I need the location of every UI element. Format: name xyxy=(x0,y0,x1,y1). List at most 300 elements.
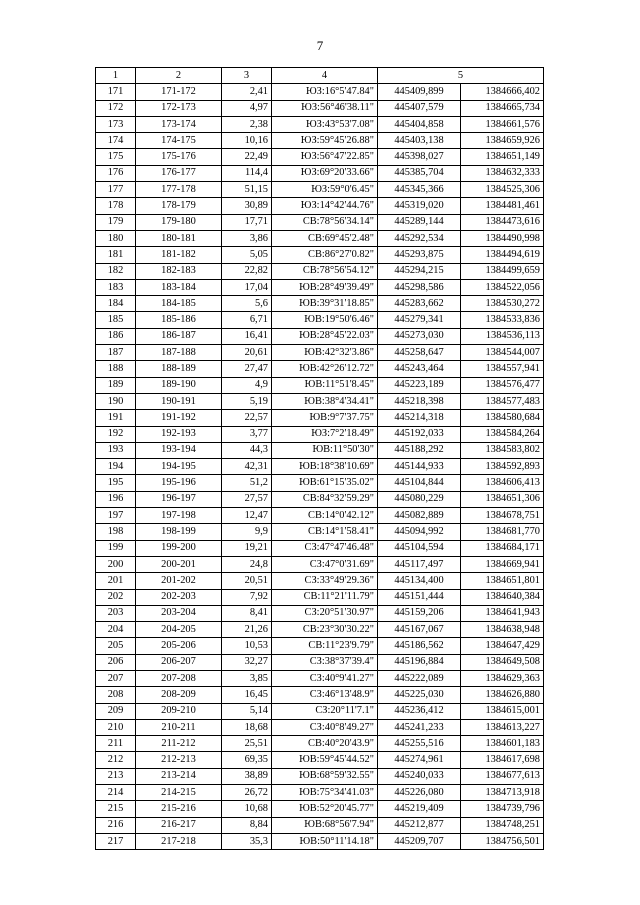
point-number-cell: 198 xyxy=(96,524,136,540)
table-row xyxy=(96,133,544,149)
point-number-cell: 211 xyxy=(96,736,136,752)
coord-y-cell: 1384739,796 xyxy=(461,801,544,817)
coord-y-cell: 1384577,483 xyxy=(461,393,544,409)
header-col-4: 4 xyxy=(272,68,378,84)
direction-cell: СВ:11°21'11.79" xyxy=(272,589,378,605)
point-number-cell: 192 xyxy=(96,426,136,442)
table-row xyxy=(96,312,544,328)
segment-cell: 184-185 xyxy=(136,296,222,312)
segment-cell: 171-172 xyxy=(136,84,222,100)
coord-x-cell: 445196,884 xyxy=(378,654,461,670)
coord-y-cell: 1384536,113 xyxy=(461,328,544,344)
coord-x-cell: 445240,033 xyxy=(378,768,461,784)
coord-x-cell: 445117,497 xyxy=(378,556,461,572)
table-row xyxy=(96,361,544,377)
point-number-cell: 171 xyxy=(96,84,136,100)
coord-x-cell: 445214,318 xyxy=(378,410,461,426)
point-number-cell: 204 xyxy=(96,622,136,638)
table-row xyxy=(96,703,544,719)
table-header-row xyxy=(96,68,544,84)
segment-cell: 202-203 xyxy=(136,589,222,605)
length-cell: 42,31 xyxy=(222,459,272,475)
point-number-cell: 209 xyxy=(96,703,136,719)
table-row xyxy=(96,116,544,132)
coord-x-cell: 445274,961 xyxy=(378,752,461,768)
direction-cell: СВ:40°20'43.9" xyxy=(272,736,378,752)
segment-cell: 187-188 xyxy=(136,345,222,361)
segment-cell: 201-202 xyxy=(136,573,222,589)
coord-x-cell: 445236,412 xyxy=(378,703,461,719)
segment-cell: 174-175 xyxy=(136,133,222,149)
length-cell: 69,35 xyxy=(222,752,272,768)
segment-cell: 207-208 xyxy=(136,670,222,686)
direction-cell: ЮЗ:69°20'33.66" xyxy=(272,165,378,181)
length-cell: 44,3 xyxy=(222,442,272,458)
coord-x-cell: 445186,562 xyxy=(378,638,461,654)
table-row xyxy=(96,556,544,572)
length-cell: 6,71 xyxy=(222,312,272,328)
coord-x-cell: 445159,206 xyxy=(378,605,461,621)
length-cell: 17,71 xyxy=(222,214,272,230)
direction-cell: СВ:84°32'59.29" xyxy=(272,491,378,507)
coord-y-cell: 1384533,836 xyxy=(461,312,544,328)
point-number-cell: 173 xyxy=(96,116,136,132)
direction-cell: СЗ:20°11'7.1" xyxy=(272,703,378,719)
coord-x-cell: 445294,215 xyxy=(378,263,461,279)
direction-cell: СВ:69°45'2.48" xyxy=(272,230,378,246)
coord-x-cell: 445398,027 xyxy=(378,149,461,165)
length-cell: 30,89 xyxy=(222,198,272,214)
header-col-3: 3 xyxy=(222,68,272,84)
segment-cell: 211-212 xyxy=(136,736,222,752)
segment-cell: 172-173 xyxy=(136,100,222,116)
coord-y-cell: 1384617,698 xyxy=(461,752,544,768)
table-row xyxy=(96,263,544,279)
point-number-cell: 212 xyxy=(96,752,136,768)
point-number-cell: 177 xyxy=(96,182,136,198)
segment-cell: 204-205 xyxy=(136,622,222,638)
segment-cell: 175-176 xyxy=(136,149,222,165)
coord-x-cell: 445273,030 xyxy=(378,328,461,344)
segment-cell: 209-210 xyxy=(136,703,222,719)
point-number-cell: 188 xyxy=(96,361,136,377)
coord-y-cell: 1384629,363 xyxy=(461,670,544,686)
coord-y-cell: 1384641,943 xyxy=(461,605,544,621)
point-number-cell: 191 xyxy=(96,410,136,426)
point-number-cell: 194 xyxy=(96,459,136,475)
coord-x-cell: 445094,992 xyxy=(378,524,461,540)
coord-y-cell: 1384615,001 xyxy=(461,703,544,719)
coord-y-cell: 1384666,402 xyxy=(461,84,544,100)
direction-cell: ЮВ:68°59'32.55" xyxy=(272,768,378,784)
segment-cell: 173-174 xyxy=(136,116,222,132)
point-number-cell: 214 xyxy=(96,785,136,801)
length-cell: 9,9 xyxy=(222,524,272,540)
coord-x-cell: 445082,889 xyxy=(378,508,461,524)
coord-y-cell: 1384473,616 xyxy=(461,214,544,230)
coord-y-cell: 1384544,007 xyxy=(461,345,544,361)
table-row xyxy=(96,279,544,295)
direction-cell: ЮВ:11°51'8.45" xyxy=(272,377,378,393)
direction-cell: ЮЗ:14°42'44.76" xyxy=(272,198,378,214)
coord-y-cell: 1384756,501 xyxy=(461,833,544,849)
coord-y-cell: 1384525,306 xyxy=(461,182,544,198)
segment-cell: 196-197 xyxy=(136,491,222,507)
coord-y-cell: 1384530,272 xyxy=(461,296,544,312)
header-col-5: 5 xyxy=(378,68,544,84)
segment-cell: 182-183 xyxy=(136,263,222,279)
length-cell: 26,72 xyxy=(222,785,272,801)
table-row xyxy=(96,442,544,458)
table-row xyxy=(96,198,544,214)
coord-y-cell: 1384601,183 xyxy=(461,736,544,752)
table-row xyxy=(96,475,544,491)
coord-x-cell: 445188,292 xyxy=(378,442,461,458)
length-cell: 8,84 xyxy=(222,817,272,833)
coord-x-cell: 445407,579 xyxy=(378,100,461,116)
direction-cell: ЮВ:28°45'22.03" xyxy=(272,328,378,344)
segment-cell: 190-191 xyxy=(136,393,222,409)
length-cell: 32,27 xyxy=(222,654,272,670)
point-number-cell: 213 xyxy=(96,768,136,784)
coord-y-cell: 1384557,941 xyxy=(461,361,544,377)
coord-y-cell: 1384576,477 xyxy=(461,377,544,393)
length-cell: 27,57 xyxy=(222,491,272,507)
coord-x-cell: 445283,662 xyxy=(378,296,461,312)
point-number-cell: 206 xyxy=(96,654,136,670)
coord-x-cell: 445104,844 xyxy=(378,475,461,491)
length-cell: 38,89 xyxy=(222,768,272,784)
coord-y-cell: 1384677,613 xyxy=(461,768,544,784)
length-cell: 21,26 xyxy=(222,622,272,638)
table-row xyxy=(96,328,544,344)
point-number-cell: 184 xyxy=(96,296,136,312)
direction-cell: ЮВ:38°4'34.41" xyxy=(272,393,378,409)
length-cell: 18,68 xyxy=(222,719,272,735)
direction-cell: СВ:11°23'9.79" xyxy=(272,638,378,654)
length-cell: 22,49 xyxy=(222,149,272,165)
length-cell: 8,41 xyxy=(222,605,272,621)
length-cell: 5,14 xyxy=(222,703,272,719)
coord-x-cell: 445225,030 xyxy=(378,687,461,703)
coord-y-cell: 1384522,056 xyxy=(461,279,544,295)
coord-y-cell: 1384583,802 xyxy=(461,442,544,458)
segment-cell: 195-196 xyxy=(136,475,222,491)
point-number-cell: 215 xyxy=(96,801,136,817)
length-cell: 19,21 xyxy=(222,540,272,556)
length-cell: 4,9 xyxy=(222,377,272,393)
table-row xyxy=(96,345,544,361)
direction-cell: СЗ:20°51'30.97" xyxy=(272,605,378,621)
coord-x-cell: 445080,229 xyxy=(378,491,461,507)
point-number-cell: 201 xyxy=(96,573,136,589)
point-number-cell: 178 xyxy=(96,198,136,214)
point-number-cell: 172 xyxy=(96,100,136,116)
coord-y-cell: 1384684,171 xyxy=(461,540,544,556)
point-number-cell: 196 xyxy=(96,491,136,507)
coord-y-cell: 1384651,149 xyxy=(461,149,544,165)
length-cell: 10,16 xyxy=(222,133,272,149)
segment-cell: 206-207 xyxy=(136,654,222,670)
coord-x-cell: 445223,189 xyxy=(378,377,461,393)
coord-x-cell: 445345,366 xyxy=(378,182,461,198)
coord-x-cell: 445243,464 xyxy=(378,361,461,377)
length-cell: 24,8 xyxy=(222,556,272,572)
length-cell: 3,77 xyxy=(222,426,272,442)
length-cell: 2,41 xyxy=(222,84,272,100)
coord-x-cell: 445209,707 xyxy=(378,833,461,849)
coord-y-cell: 1384665,734 xyxy=(461,100,544,116)
coord-y-cell: 1384592,893 xyxy=(461,459,544,475)
length-cell: 2,38 xyxy=(222,116,272,132)
segment-cell: 193-194 xyxy=(136,442,222,458)
page-number: 7 xyxy=(316,38,324,53)
length-cell: 10,53 xyxy=(222,638,272,654)
point-number-cell: 175 xyxy=(96,149,136,165)
coord-y-cell: 1384651,306 xyxy=(461,491,544,507)
point-number-cell: 190 xyxy=(96,393,136,409)
direction-cell: ЮВ:11°50'30" xyxy=(272,442,378,458)
table-row xyxy=(96,638,544,654)
direction-cell: СЗ:38°37'39.4" xyxy=(272,654,378,670)
point-number-cell: 189 xyxy=(96,377,136,393)
direction-cell: СЗ:47°47'46.48" xyxy=(272,540,378,556)
direction-cell: ЮВ:28°49'39.49" xyxy=(272,279,378,295)
point-number-cell: 185 xyxy=(96,312,136,328)
table-row xyxy=(96,410,544,426)
segment-cell: 186-187 xyxy=(136,328,222,344)
coord-y-cell: 1384613,227 xyxy=(461,719,544,735)
point-number-cell: 195 xyxy=(96,475,136,491)
coord-x-cell: 445403,138 xyxy=(378,133,461,149)
coord-x-cell: 445409,899 xyxy=(378,84,461,100)
coord-y-cell: 1384678,751 xyxy=(461,508,544,524)
point-number-cell: 186 xyxy=(96,328,136,344)
direction-cell: ЮВ:42°26'12.72" xyxy=(272,361,378,377)
coord-x-cell: 445226,080 xyxy=(378,785,461,801)
header-col-2: 2 xyxy=(136,68,222,84)
coord-y-cell: 1384640,384 xyxy=(461,589,544,605)
table-row xyxy=(96,768,544,784)
table-row xyxy=(96,84,544,100)
coord-x-cell: 445134,400 xyxy=(378,573,461,589)
table-row xyxy=(96,100,544,116)
segment-cell: 192-193 xyxy=(136,426,222,442)
direction-cell: ЮВ:75°34'41.03" xyxy=(272,785,378,801)
length-cell: 7,92 xyxy=(222,589,272,605)
segment-cell: 179-180 xyxy=(136,214,222,230)
table-row xyxy=(96,214,544,230)
segment-cell: 189-190 xyxy=(136,377,222,393)
length-cell: 35,3 xyxy=(222,833,272,849)
direction-cell: СЗ:40°9'41.27" xyxy=(272,670,378,686)
coord-x-cell: 445404,858 xyxy=(378,116,461,132)
table-row xyxy=(96,605,544,621)
coord-x-cell: 445385,704 xyxy=(378,165,461,181)
table-row xyxy=(96,182,544,198)
point-number-cell: 203 xyxy=(96,605,136,621)
coord-x-cell: 445241,233 xyxy=(378,719,461,735)
direction-cell: ЮЗ:59°45'26.88" xyxy=(272,133,378,149)
segment-cell: 191-192 xyxy=(136,410,222,426)
point-number-cell: 197 xyxy=(96,508,136,524)
segment-cell: 213-214 xyxy=(136,768,222,784)
table-row xyxy=(96,524,544,540)
segment-cell: 212-213 xyxy=(136,752,222,768)
segment-cell: 217-218 xyxy=(136,833,222,849)
coord-y-cell: 1384638,948 xyxy=(461,622,544,638)
segment-cell: 177-178 xyxy=(136,182,222,198)
point-number-cell: 208 xyxy=(96,687,136,703)
point-number-cell: 179 xyxy=(96,214,136,230)
segment-cell: 183-184 xyxy=(136,279,222,295)
coord-y-cell: 1384580,684 xyxy=(461,410,544,426)
table-row xyxy=(96,149,544,165)
segment-cell: 210-211 xyxy=(136,719,222,735)
direction-cell: ЮЗ:56°47'22.85" xyxy=(272,149,378,165)
table-row xyxy=(96,589,544,605)
length-cell: 4,97 xyxy=(222,100,272,116)
coord-x-cell: 445192,033 xyxy=(378,426,461,442)
coord-y-cell: 1384659,926 xyxy=(461,133,544,149)
direction-cell: СЗ:47°0'31.69" xyxy=(272,556,378,572)
direction-cell: СЗ:40°8'49.27" xyxy=(272,719,378,735)
coord-y-cell: 1384669,941 xyxy=(461,556,544,572)
length-cell: 3,85 xyxy=(222,670,272,686)
segment-cell: 176-177 xyxy=(136,165,222,181)
coord-x-cell: 445151,444 xyxy=(378,589,461,605)
length-cell: 16,45 xyxy=(222,687,272,703)
length-cell: 3,86 xyxy=(222,230,272,246)
coord-x-cell: 445319,020 xyxy=(378,198,461,214)
point-number-cell: 180 xyxy=(96,230,136,246)
direction-cell: СЗ:46°13'48.9" xyxy=(272,687,378,703)
length-cell: 27,47 xyxy=(222,361,272,377)
point-number-cell: 183 xyxy=(96,279,136,295)
direction-cell: ЮВ:68°56'7.94" xyxy=(272,817,378,833)
coord-x-cell: 445293,875 xyxy=(378,247,461,263)
table-row xyxy=(96,719,544,735)
direction-cell: СВ:23°30'30.22" xyxy=(272,622,378,638)
direction-cell: ЮВ:18°38'10.69" xyxy=(272,459,378,475)
segment-cell: 180-181 xyxy=(136,230,222,246)
segment-cell: 200-201 xyxy=(136,556,222,572)
coord-x-cell: 445219,409 xyxy=(378,801,461,817)
point-number-cell: 202 xyxy=(96,589,136,605)
table-row xyxy=(96,785,544,801)
length-cell: 51,15 xyxy=(222,182,272,198)
direction-cell: ЮВ:61°15'35.02" xyxy=(272,475,378,491)
coord-y-cell: 1384626,880 xyxy=(461,687,544,703)
direction-cell: СЗ:33°49'29.36" xyxy=(272,573,378,589)
point-number-cell: 199 xyxy=(96,540,136,556)
table-row xyxy=(96,622,544,638)
table-row xyxy=(96,247,544,263)
table-row xyxy=(96,833,544,849)
direction-cell: ЮЗ:59°0'6.45" xyxy=(272,182,378,198)
point-number-cell: 181 xyxy=(96,247,136,263)
segment-cell: 197-198 xyxy=(136,508,222,524)
length-cell: 5,19 xyxy=(222,393,272,409)
table-row xyxy=(96,426,544,442)
table-row xyxy=(96,508,544,524)
coord-y-cell: 1384606,413 xyxy=(461,475,544,491)
length-cell: 51,2 xyxy=(222,475,272,491)
table-row xyxy=(96,573,544,589)
direction-cell: ЮЗ:56°46'38.11" xyxy=(272,100,378,116)
table-row xyxy=(96,540,544,556)
point-number-cell: 210 xyxy=(96,719,136,735)
coord-x-cell: 445218,398 xyxy=(378,393,461,409)
table-row xyxy=(96,230,544,246)
segment-cell: 216-217 xyxy=(136,817,222,833)
point-number-cell: 217 xyxy=(96,833,136,849)
coord-y-cell: 1384481,461 xyxy=(461,198,544,214)
direction-cell: ЮЗ:7°2'18.49" xyxy=(272,426,378,442)
point-number-cell: 176 xyxy=(96,165,136,181)
table-row xyxy=(96,393,544,409)
coord-x-cell: 445289,144 xyxy=(378,214,461,230)
coord-x-cell: 445167,067 xyxy=(378,622,461,638)
point-number-cell: 205 xyxy=(96,638,136,654)
table-row xyxy=(96,654,544,670)
coord-y-cell: 1384494,619 xyxy=(461,247,544,263)
coord-y-cell: 1384661,576 xyxy=(461,116,544,132)
coord-y-cell: 1384499,659 xyxy=(461,263,544,279)
length-cell: 5,6 xyxy=(222,296,272,312)
direction-cell: ЮВ:52°20'45.77" xyxy=(272,801,378,817)
table-row xyxy=(96,459,544,475)
direction-cell: СВ:14°1'58.41" xyxy=(272,524,378,540)
header-col-1: 1 xyxy=(96,68,136,84)
length-cell: 10,68 xyxy=(222,801,272,817)
coord-y-cell: 1384632,333 xyxy=(461,165,544,181)
segment-cell: 203-204 xyxy=(136,605,222,621)
direction-cell: СВ:14°0'42.12" xyxy=(272,508,378,524)
segment-cell: 178-179 xyxy=(136,198,222,214)
segment-cell: 199-200 xyxy=(136,540,222,556)
coord-x-cell: 445212,877 xyxy=(378,817,461,833)
table-row xyxy=(96,670,544,686)
direction-cell: ЮЗ:43°53'7.08" xyxy=(272,116,378,132)
table-row xyxy=(96,377,544,393)
point-number-cell: 182 xyxy=(96,263,136,279)
direction-cell: ЮЗ:16°5'47.84" xyxy=(272,84,378,100)
coord-x-cell: 445222,089 xyxy=(378,670,461,686)
direction-cell: ЮВ:9°7'37.75" xyxy=(272,410,378,426)
segment-cell: 185-186 xyxy=(136,312,222,328)
segment-cell: 208-209 xyxy=(136,687,222,703)
table-row xyxy=(96,491,544,507)
length-cell: 22,57 xyxy=(222,410,272,426)
length-cell: 17,04 xyxy=(222,279,272,295)
direction-cell: СВ:86°27'0.82" xyxy=(272,247,378,263)
coord-y-cell: 1384584,264 xyxy=(461,426,544,442)
coord-y-cell: 1384651,801 xyxy=(461,573,544,589)
segment-cell: 214-215 xyxy=(136,785,222,801)
length-cell: 22,82 xyxy=(222,263,272,279)
direction-cell: СВ:78°56'34.14" xyxy=(272,214,378,230)
length-cell: 12,47 xyxy=(222,508,272,524)
table-row xyxy=(96,817,544,833)
coord-x-cell: 445258,647 xyxy=(378,345,461,361)
point-number-cell: 193 xyxy=(96,442,136,458)
coord-y-cell: 1384647,429 xyxy=(461,638,544,654)
length-cell: 20,51 xyxy=(222,573,272,589)
segment-cell: 198-199 xyxy=(136,524,222,540)
length-cell: 114,4 xyxy=(222,165,272,181)
coord-x-cell: 445255,516 xyxy=(378,736,461,752)
